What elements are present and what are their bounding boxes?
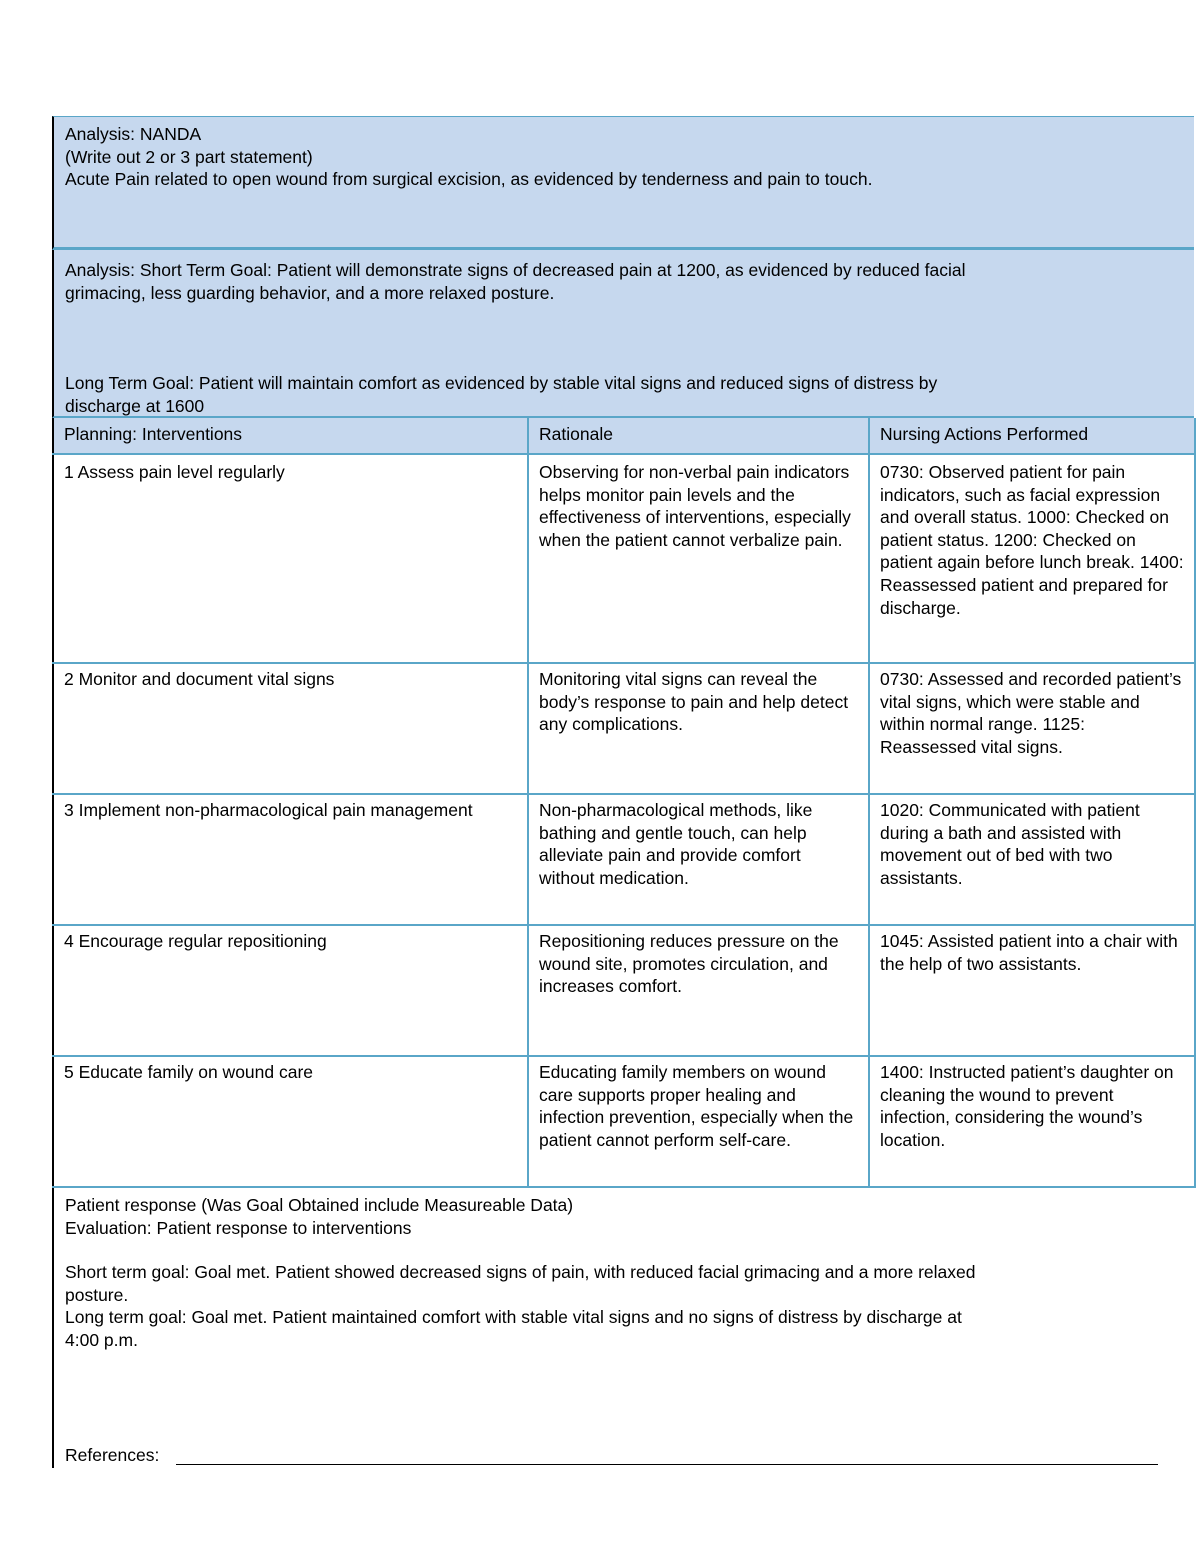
table-row [53,663,1195,794]
long-term-goal-line-2: discharge at 1600 [65,395,205,416]
nanda-instruction: (Write out 2 or 3 part statement) [65,146,313,167]
header-rationale: Rationale [528,418,869,454]
interventions-table [52,418,1196,1188]
rationale-cell: Non-pharmacological methods, like bathing and gentle touch, can help alleviate pain and provide comfort without medication. [528,794,869,925]
actions-cell: 0730: Observed patient for pain indicators, such as facial expression and overall status. 1000: Checked on patient status. 1200: Checked on patient again before lunch break. 1400: Reassessed patient and prepared for discharge. [869,454,1195,663]
rationale-cell: Repositioning reduces pressure on the wound site, promotes circulation, and increases comfort. [528,925,869,1056]
actions-cell: 1020: Communicated with patient during a bath and assisted with movement out of bed with two assistants. [869,794,1195,925]
intervention-cell: 4 Encourage regular repositioning [53,925,528,1056]
header-interventions: Planning: Interventions [53,418,528,454]
references-label: References: [65,1445,160,1465]
actions-cell: 0730: Assessed and recorded patient’s vital signs, which were stable and within normal range. 1125: Reassessed vital signs. [869,663,1195,794]
table-row [53,794,1195,925]
table-header-row [53,418,1195,454]
nanda-heading: Analysis: NANDA [65,124,202,144]
short-term-result-line-1: Short term goal: Goal met. Patient showed decreased signs of pain, with reduced facial grimacing and a more relaxed [65,1262,976,1283]
goals-section [52,250,1194,418]
rationale-cell: Educating family members on wound care supports proper healing and infection prevention, especially when the patient cannot perform self-care. [528,1056,869,1187]
short-term-goal-line-1: Analysis: Short Term Goal: Patient will demonstrate signs of decreased pain at 1200, as evidenced by reduced facial [65,260,966,280]
intervention-cell: 1 Assess pain level regularly [53,454,528,663]
intervention-cell: 5 Educate family on wound care [53,1056,528,1187]
intervention-cell: 3 Implement non-pharmacological pain management [53,794,528,925]
short-term-goal-line-2: grimacing, less guarding behavior, and a more relaxed posture. [65,282,555,303]
long-term-result-line-1: Long term goal: Goal met. Patient maintained comfort with stable vital signs and no signs of distress by discharge at [65,1307,962,1328]
short-term-result-line-2: posture. [65,1284,129,1305]
rationale-cell: Observing for non-verbal pain indicators helps monitor pain levels and the effectiveness of interventions, especially when the patient cannot verbalize pain. [528,454,869,663]
long-term-result-line-2: 4:00 p.m. [65,1329,138,1350]
table-row [53,454,1195,663]
actions-cell: 1045: Assisted patient into a chair with the help of two assistants. [869,925,1195,1056]
table-row [53,1056,1195,1187]
nanda-section [52,116,1194,250]
header-nursing-actions: Nursing Actions Performed [869,418,1195,454]
rationale-cell: Monitoring vital signs can reveal the body’s response to pain and help detect any complications. [528,663,869,794]
nanda-statement: Acute Pain related to open wound from surgical excision, as evidenced by tenderness and pain to touch. [65,169,873,190]
table-row [53,925,1195,1056]
references-underline [176,1464,1158,1465]
evaluation-label: Evaluation: Patient response to interventions [65,1217,412,1238]
nursing-care-plan [52,116,1194,1468]
long-term-goal-line-1: Long Term Goal: Patient will maintain comfort as evidenced by stable vital signs and reduced signs of distress by [65,373,938,394]
evaluation-section [52,1188,1194,1468]
actions-cell: 1400: Instructed patient’s daughter on cleaning the wound to prevent infection, considering the wound’s location. [869,1056,1195,1187]
patient-response-label: Patient response (Was Goal Obtained include Measureable Data) [65,1195,574,1215]
intervention-cell: 2 Monitor and document vital signs [53,663,528,794]
